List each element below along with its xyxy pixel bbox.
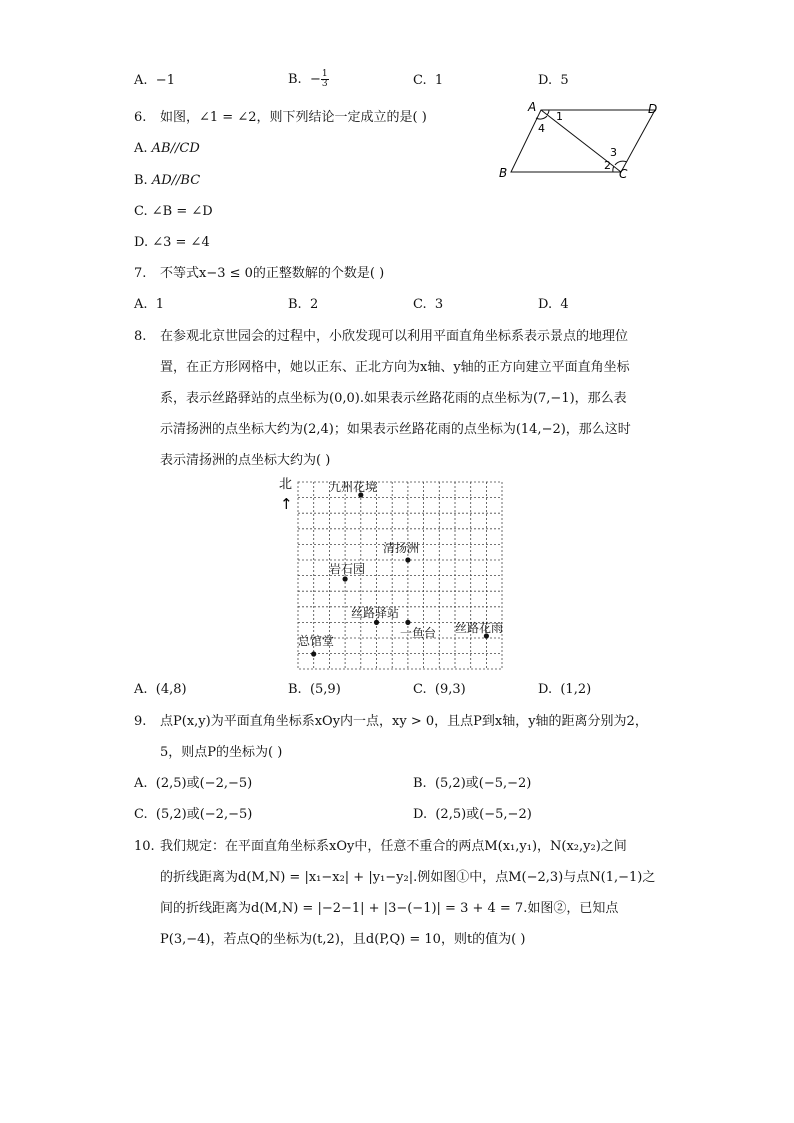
- q8-option-a: A. (4,8): [134, 682, 187, 697]
- q9-option-b: B. (5,2)或(−5,−2): [413, 776, 532, 791]
- q7-option-a: A. 1: [134, 297, 165, 312]
- zongtang-label: 总馆堂: [298, 634, 335, 648]
- q9-line-2: 5，则点P的坐标为( ): [160, 745, 283, 760]
- q9-option-a: A. (2,5)或(−2,−5): [134, 776, 253, 791]
- q8-line-2: 置，在正方形网格中，她以正东、正北方向为x轴、y轴的正方向建立平面直角坐标: [160, 360, 630, 375]
- angle-3-label: 3: [610, 146, 617, 159]
- q6-option-b: B. AD//BC: [134, 173, 201, 188]
- q8-option-d: D. (1,2): [538, 682, 592, 697]
- q9-option-d: D. (2,5)或(−5,−2): [413, 807, 532, 822]
- yanshi-dot: [343, 576, 348, 581]
- q8-line-1: 在参观北京世园会的过程中，小欣发现可以利用平面直角坐标系表示景点的地理位: [160, 329, 629, 344]
- q7-number: 7.: [134, 266, 147, 281]
- yiyu-dot: [405, 620, 410, 625]
- north-label: 北: [279, 477, 293, 492]
- map-grid-figure: [276, 474, 508, 674]
- fraction: $\frac{1}{3}$: [321, 69, 328, 89]
- q9-number: 9.: [134, 714, 147, 729]
- north-arrow-icon: ↑: [280, 495, 293, 513]
- q8-line-5: 表示清扬洲的点坐标大约为( ): [160, 453, 331, 468]
- q8-option-b: B. (5,9): [288, 682, 341, 697]
- jiuzhou-label: 九州花境: [329, 480, 378, 494]
- q5-option-a: A. −1: [134, 73, 175, 88]
- q8-option-c: C. (9,3): [413, 682, 466, 697]
- q5-option-c: C. 1: [413, 73, 444, 88]
- parallelogram-figure: [494, 98, 670, 182]
- q8-number: 8.: [134, 329, 147, 344]
- q5-option-d: D. 5: [538, 73, 569, 88]
- yanshi-label: 岩石园: [329, 562, 366, 576]
- q5-option-b: B. − $\frac{1}{3}$: [288, 69, 328, 89]
- vertex-b-label: B: [499, 166, 508, 180]
- silu-station-label: 丝路驿站: [351, 606, 400, 620]
- qingyang-label: 清扬洲: [383, 541, 420, 555]
- q10-line-1: 我们规定：在平面直角坐标系xOy中，任意不重合的两点M(x₁,y₁)，N(x₂,y₂)之间: [160, 839, 627, 854]
- q7-option-d: D. 4: [538, 297, 569, 312]
- q9-option-c: C. (5,2)或(−2,−5): [134, 807, 253, 822]
- q7-stem: 不等式x−3 ≤ 0的正整数解的个数是( ): [160, 266, 385, 281]
- angle-2-label: 2: [604, 159, 611, 172]
- q8-line-4: 示清扬洲的点坐标大约为(2,4)；如果表示丝路花雨的点坐标为(14,−2)，那么这时: [160, 422, 631, 437]
- angle-4-label: 4: [538, 122, 545, 135]
- qingyang-dot: [405, 557, 410, 562]
- q7-option-c: C. 3: [413, 297, 444, 312]
- q6-stem: 如图，∠1 = ∠2，则下列结论一定成立的是( ): [160, 110, 427, 125]
- q8-line-3: 系，表示丝路驿站的点坐标为(0,0).如果表示丝路花雨的点坐标为(7,−1)，那么表: [160, 391, 627, 406]
- vertex-d-label: D: [648, 102, 658, 116]
- q10-line-3: 间的折线距离为d(M,N) = |−2−1| + |3−(−1)| = 3 + 4 = 7.如图②，已知点: [160, 901, 619, 916]
- q6-option-c: C. ∠B = ∠D: [134, 204, 213, 219]
- q6-number: 6.: [134, 110, 147, 125]
- silu-station-dot: [374, 620, 379, 625]
- q10-line-4: P(3,−4)，若点Q的坐标为(t,2)，且d(P,Q) = 10，则t的值为( ): [160, 932, 526, 947]
- q7-option-b: B. 2: [288, 297, 319, 312]
- silu-rain-label: 丝路花雨: [455, 621, 504, 635]
- q9-line-1: 点P(x,y)为平面直角坐标系xOy内一点，xy > 0，且点P到x轴，y轴的距离分别为2，: [160, 714, 648, 729]
- vertex-a-label: A: [528, 100, 537, 114]
- vertex-c-label: C: [619, 167, 628, 181]
- q6-option-d: D. ∠3 = ∠4: [134, 235, 210, 250]
- q10-line-2: 的折线距离为d(M,N) = |x₁−x₂| + |y₁−y₂|.例如图①中，点M(−2,3)与点N(1,−1)之: [160, 870, 656, 885]
- q10-number: 10.: [134, 839, 155, 854]
- zongtang-dot: [311, 651, 316, 656]
- yiyu-label: 一鱼台: [400, 626, 437, 640]
- angle-1-label: 1: [556, 110, 563, 123]
- q6-option-a: A. AB//CD: [134, 141, 200, 156]
